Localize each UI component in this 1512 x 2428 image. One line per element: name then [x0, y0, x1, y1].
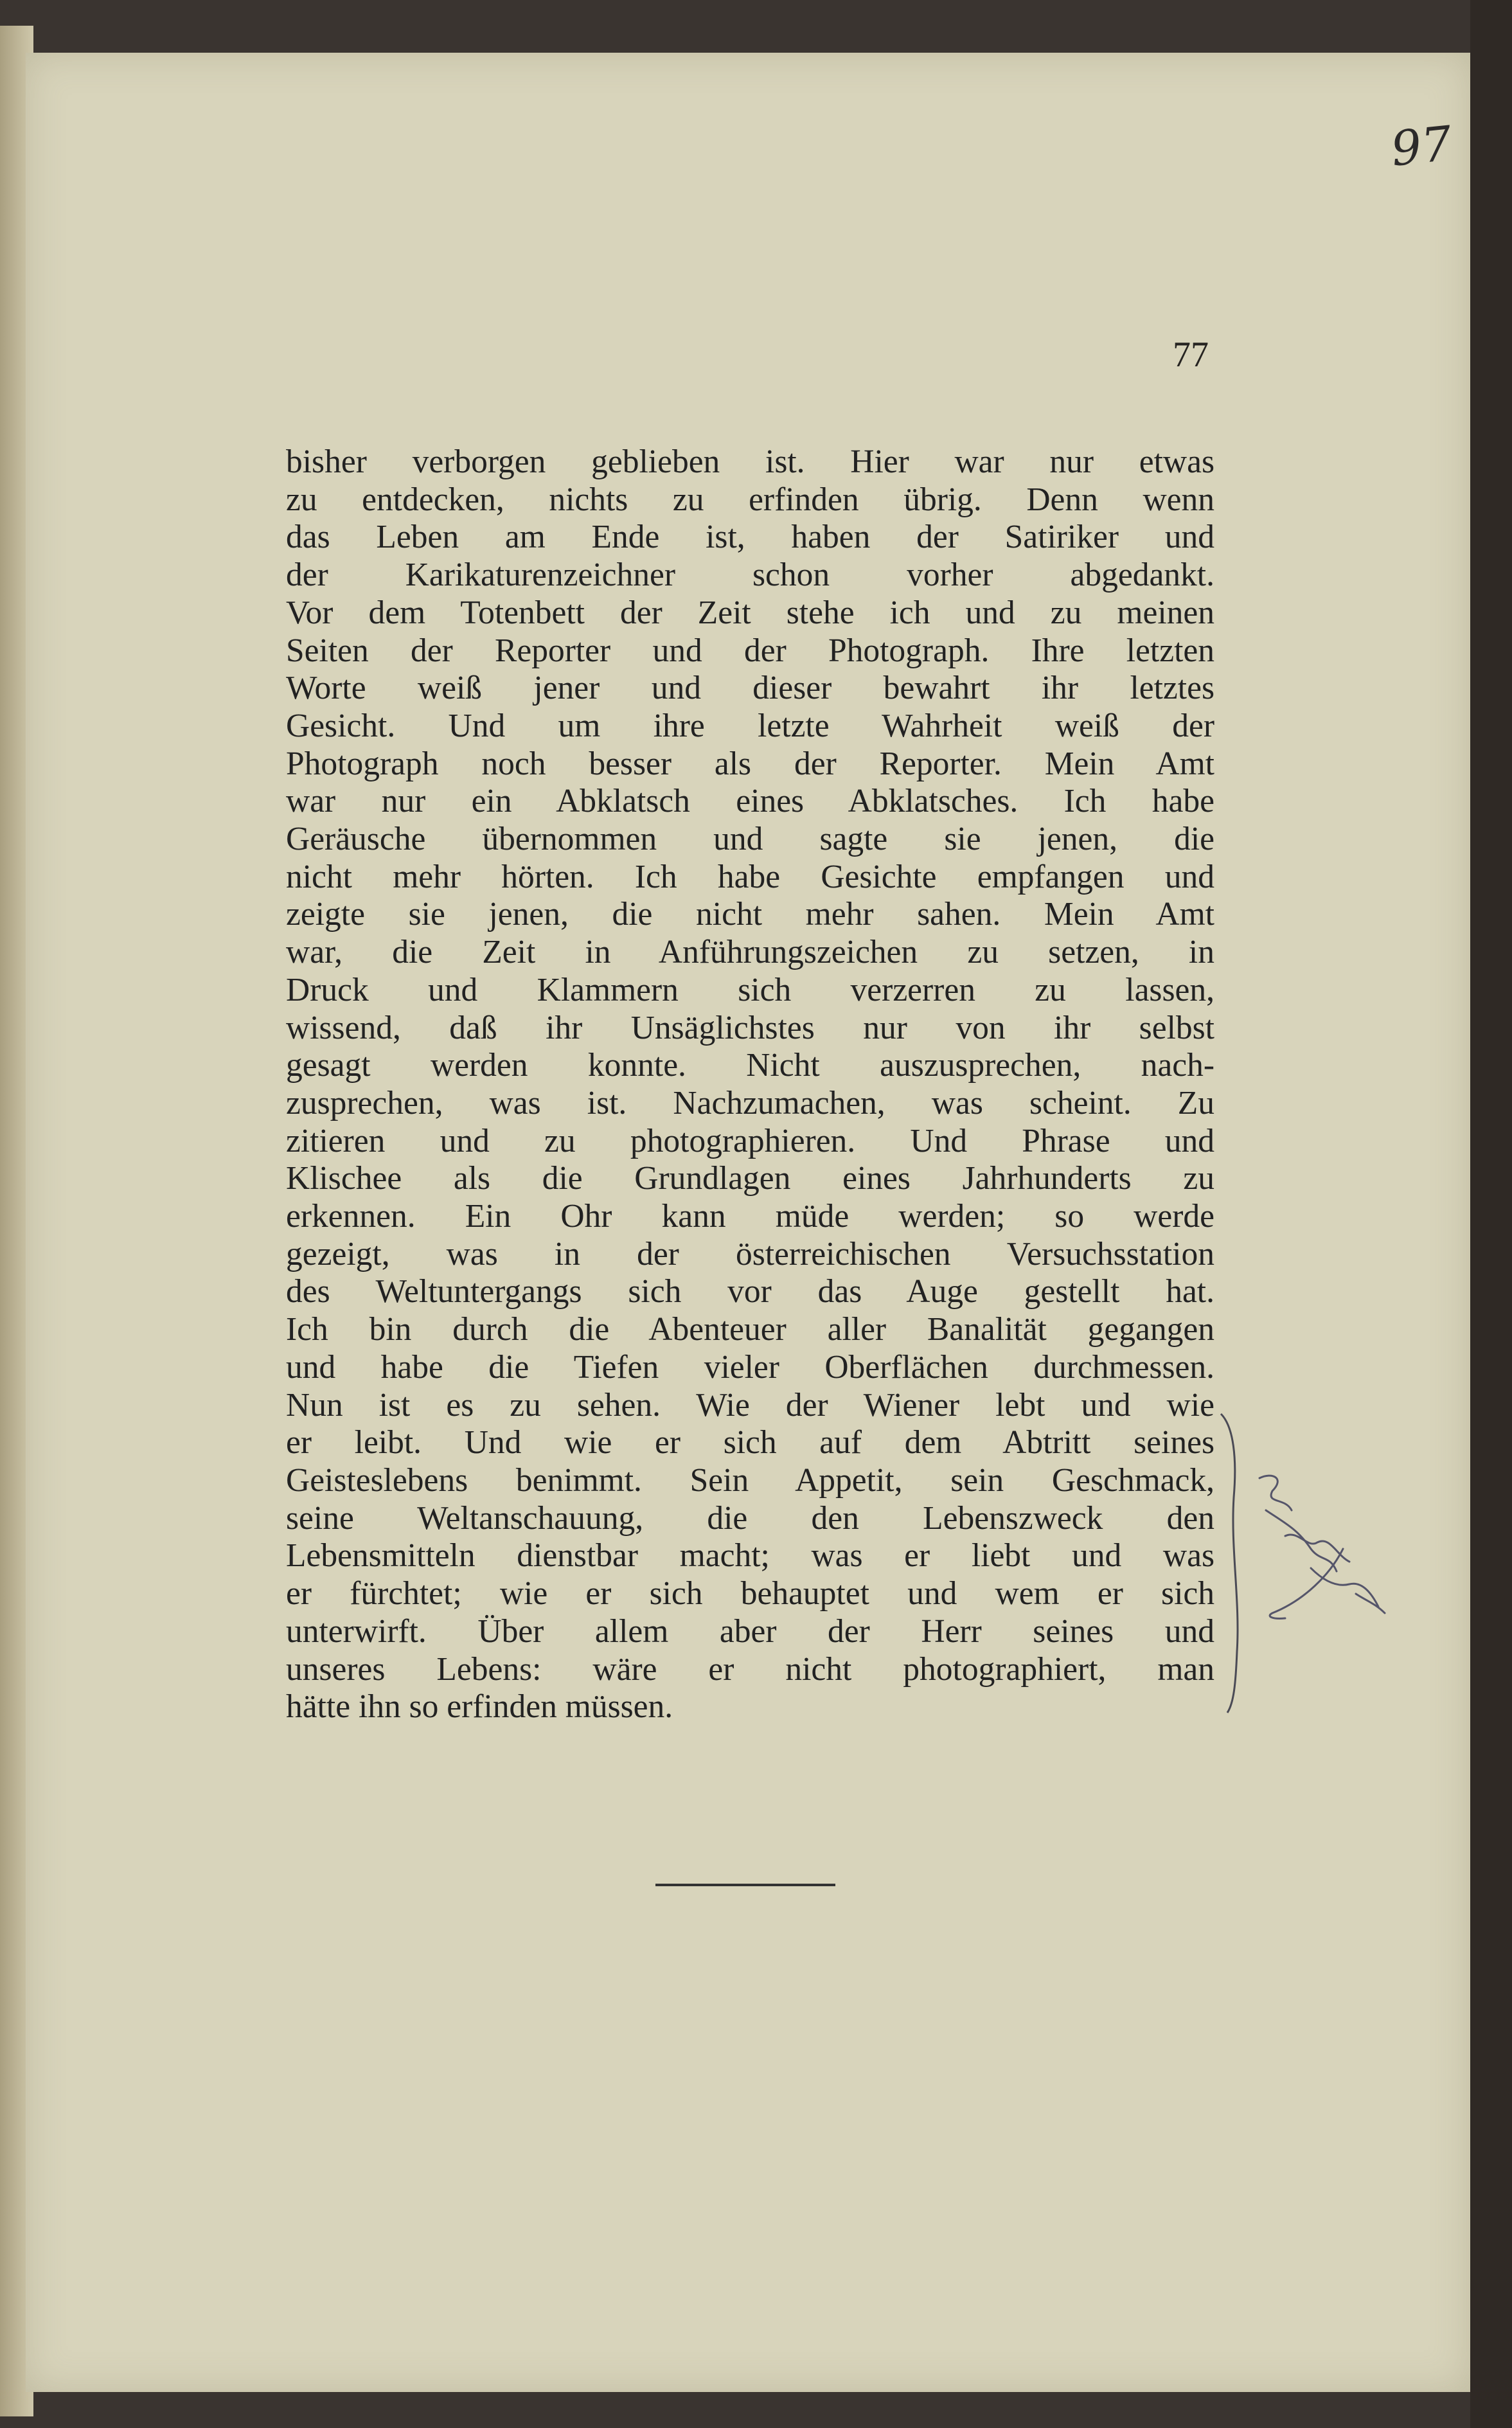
text-line: war, die Zeit in Anführungszeichen zu setzen, in [286, 934, 1214, 971]
text-line: Geräusche übernommen und sagte sie jenen, die [286, 821, 1214, 858]
text-line: zitieren und zu photographieren. Und Phrase und [286, 1122, 1214, 1159]
page-number: 77 [1173, 335, 1209, 375]
right-background-edge [1470, 0, 1512, 2428]
section-end-rule [655, 1884, 835, 1886]
text-line: nicht mehr hörten. Ich habe Gesichte empfangen und [286, 858, 1214, 895]
text-line: und habe die Tiefen vieler Oberflächen durchmessen. [286, 1348, 1214, 1386]
text-line: Vor dem Totenbett der Zeit stehe ich und zu meinen [286, 594, 1214, 631]
text-line: zusprechen, was ist. Nachzumachen, was scheint. Zu [286, 1084, 1214, 1121]
text-line: war nur ein Abklatsch eines Abklatsches. Ich habe [286, 783, 1214, 820]
text-line: erkennen. Ein Ohr kann müde werden; so werde [286, 1198, 1214, 1235]
handwritten-margin-note [1247, 1452, 1401, 1645]
text-line: Ich bin durch die Abenteuer aller Banalität gegangen [286, 1311, 1214, 1348]
text-line: des Weltuntergangs sich vor das Auge gestellt hat. [286, 1273, 1214, 1310]
text-line: zeigte sie jenen, die nicht mehr sahen. Mein Amt [286, 896, 1214, 933]
text-line: Photograph noch besser als der Reporter. Mein Amt [286, 745, 1214, 782]
text-line: wissend, daß ihr Unsäglichstes nur von ihr selbst [286, 1009, 1214, 1046]
text-line: unseres Lebens: wäre er nicht photographiert, man [286, 1650, 1214, 1688]
text-line: Nun ist es zu sehen. Wie der Wiener lebt und wie [286, 1386, 1214, 1424]
text-line: der Karikaturenzeichner schon vorher abgedankt. [286, 557, 1214, 594]
handwritten-folio-number: 97 [1388, 116, 1455, 177]
text-line: Lebensmitteln dienstbar macht; was er liebt und was [286, 1537, 1214, 1575]
text-line: bisher verborgen geblieben ist. Hier war nur etwas [286, 443, 1214, 480]
text-line: er fürchtet; wie er sich behauptet und wem er sich [286, 1575, 1214, 1612]
body-text [286, 443, 1214, 1726]
text-line: das Leben am Ende ist, haben der Satiriker und [286, 519, 1214, 556]
text-line: er leibt. Und wie er sich auf dem Abtritt seines [286, 1424, 1214, 1461]
text-line: zu entdecken, nichts zu erfinden übrig. Denn wenn [286, 481, 1214, 518]
text-line: hätte ihn so erfinden müssen. [286, 1688, 673, 1726]
text-line: Druck und Klammern sich verzerren zu lassen, [286, 971, 1214, 1008]
text-line: Klischee als die Grundlagen eines Jahrhunderts zu [286, 1160, 1214, 1197]
text-line: Geisteslebens benimmt. Sein Appetit, sein Geschmack, [286, 1461, 1214, 1499]
text-line: gezeigt, was in der österreichischen Versuchsstation [286, 1235, 1214, 1272]
text-line: gesagt werden konnte. Nicht auszusprechen, nach- [286, 1047, 1214, 1084]
text-line: seine Weltanschauung, die den Lebenszweck den [286, 1499, 1214, 1537]
text-line: unterwirft. Über allem aber der Herr seines und [286, 1612, 1214, 1650]
text-line: Worte weiß jener und dieser bewahrt ihr letztes [286, 670, 1214, 707]
text-line: Seiten der Reporter und der Photograph. Ihre letzten [286, 632, 1214, 669]
text-line: Gesicht. Und um ihre letzte Wahrheit weiß der [286, 707, 1214, 744]
